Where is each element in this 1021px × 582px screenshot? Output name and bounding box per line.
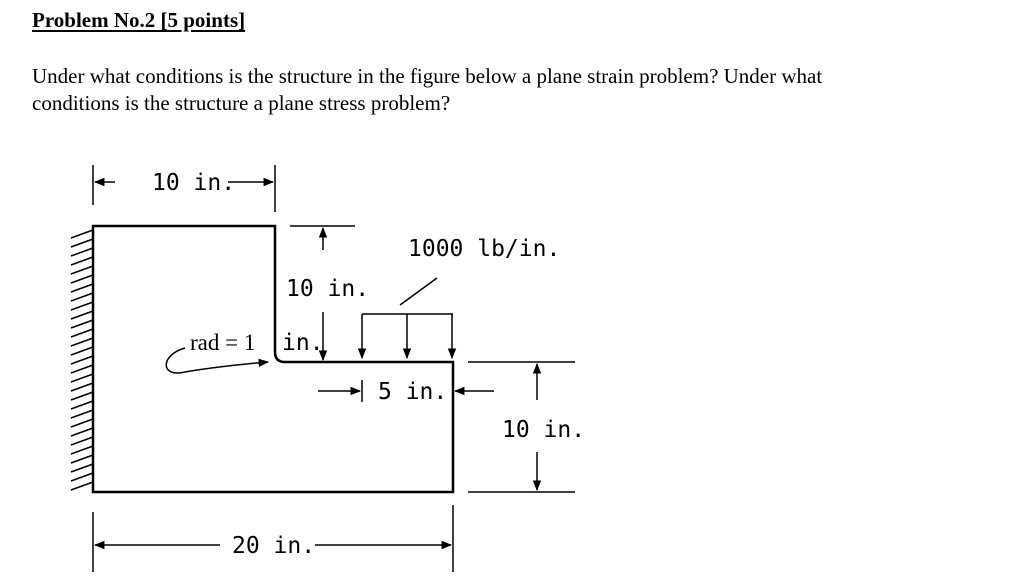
dim-top-width-label: 10 in.	[152, 170, 236, 196]
dim-step-width-label: 5 in.	[378, 379, 448, 405]
dim-step-height-label: 10 in.	[286, 276, 370, 302]
load-label: 1000 lb/in.	[408, 236, 561, 262]
structure-outline	[93, 226, 453, 492]
dim-right-height-label: 10 in.	[502, 417, 586, 443]
distributed-load	[362, 278, 453, 358]
problem-heading: Problem No.2 [5 points]	[32, 8, 246, 32]
question-line-1: Under what conditions is the structure in the figure below a plane strain problem? Under what	[32, 64, 823, 88]
fixed-wall-support	[71, 228, 93, 492]
fillet-radius-suffix: in.	[282, 330, 324, 356]
question-line-2: conditions is the structure a plane stress problem?	[32, 91, 451, 115]
dim-total-width-label: 20 in.	[232, 533, 316, 559]
fillet-radius-prefix: rad = 1	[190, 330, 256, 355]
